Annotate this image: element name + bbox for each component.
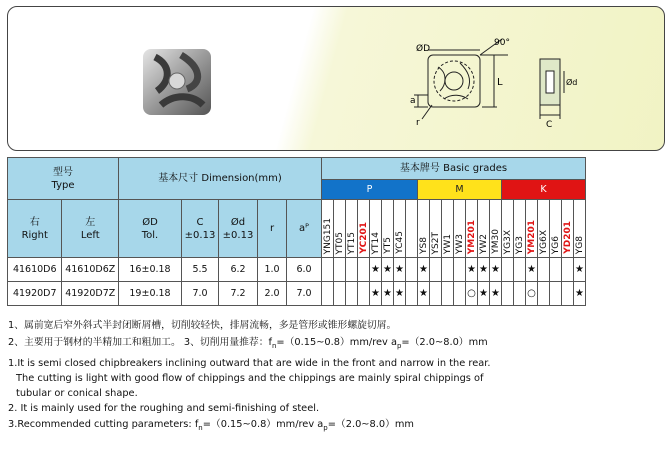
note-en-1b: The cutting is light with good flow of chippings and the chippings are mainly spiral chippings of — [16, 373, 484, 384]
recommended-mark: ★ — [370, 282, 382, 306]
grade-column-ym201 — [526, 200, 538, 258]
grade-column-ym30 — [490, 200, 502, 258]
note-en-3-a-value: =（2.0~8.0）mm — [327, 419, 414, 430]
recommended-mark: ★ — [394, 258, 406, 282]
row-left-code: 41610D6Z — [62, 258, 119, 282]
recommended-mark: ★ — [574, 282, 586, 306]
grade-name: YW3 — [454, 233, 465, 254]
left-header-en: Left — [80, 229, 100, 241]
drawing-label-d: Ød — [566, 78, 578, 87]
grade-name: YT5 — [382, 237, 393, 254]
right-header-en: Right — [21, 229, 48, 241]
grade-column-yd201 — [562, 200, 574, 258]
empty-mark — [334, 282, 346, 306]
applicable-mark: ○ — [526, 282, 538, 306]
empty-mark — [454, 258, 466, 282]
left-header-cn: 左 — [85, 216, 96, 228]
applicable-mark: ○ — [466, 282, 478, 306]
grade-column-yg8 — [574, 200, 586, 258]
grade-column-yg3x — [502, 200, 514, 258]
grade-name: YC45 — [394, 231, 405, 254]
drawing-label-L: L — [497, 77, 503, 88]
recommended-mark: ★ — [490, 282, 502, 306]
grade-column-yw3 — [454, 200, 466, 258]
note-cn-2-a-symbol: a — [390, 337, 397, 348]
row-left-code: 41920D7Z — [62, 282, 119, 306]
type-header-en: Type — [51, 179, 75, 191]
empty-mark — [406, 282, 418, 306]
empty-mark — [346, 282, 358, 306]
row-d-value: 19±0.18 — [119, 282, 182, 306]
grade-column-yg3 — [514, 200, 526, 258]
empty-mark — [502, 282, 514, 306]
empty-mark — [406, 258, 418, 282]
grade-name: YNG151 — [322, 217, 333, 254]
row-small-d-value: 6.2 — [219, 258, 258, 282]
grade-column-yt14 — [370, 200, 382, 258]
recommended-mark: ★ — [370, 258, 382, 282]
recommended-mark: ★ — [418, 282, 430, 306]
grade-column-yt15 — [346, 200, 358, 258]
empty-mark — [454, 282, 466, 306]
note-cn-1: 1、属前宽后窄外斜式半封闭断屑槽，切削较轻快，排屑流畅，多是管形或锥形螺旋切屑。 — [8, 320, 397, 331]
recommended-mark: ★ — [466, 258, 478, 282]
empty-mark — [550, 258, 562, 282]
note-cn-2-text: 2、主要用于钢材的半精加工和粗加工。 3、切削用量推荐： — [8, 337, 269, 348]
grades-table — [7, 157, 586, 306]
r-header: r — [258, 200, 287, 258]
drawing-label-a: a — [410, 96, 416, 106]
small-d-header — [219, 200, 258, 258]
illustration-panel — [7, 6, 665, 151]
grade-name: YS2T — [430, 231, 441, 254]
grade-column-ys8 — [418, 200, 430, 258]
grade-name: YG3X — [502, 229, 513, 254]
recommended-mark: ★ — [526, 258, 538, 282]
grade-column-empty — [406, 200, 418, 258]
grade-column-yng151 — [322, 200, 334, 258]
small-d-header-label: Ød — [230, 216, 246, 228]
note-cn-2-a-value: =（2.0~8.0）mm — [401, 337, 488, 348]
recommended-mark: ★ — [382, 258, 394, 282]
grade-name: YG6 — [550, 235, 561, 254]
recommended-mark: ★ — [382, 282, 394, 306]
empty-mark — [550, 282, 562, 306]
empty-mark — [430, 258, 442, 282]
grade-column-yc45 — [394, 200, 406, 258]
grade-column-yg6 — [550, 200, 562, 258]
empty-mark — [442, 258, 454, 282]
grade-name: YT15 — [346, 231, 357, 254]
grade-column-yw1 — [442, 200, 454, 258]
empty-mark — [538, 282, 550, 306]
empty-mark — [562, 282, 574, 306]
d-header-label: ØD — [142, 216, 158, 228]
grade-name: YG3 — [514, 235, 525, 254]
row-c-value: 5.5 — [182, 258, 219, 282]
grade-column-yw2 — [478, 200, 490, 258]
grade-name: YW2 — [478, 233, 489, 254]
c-header-label: C — [196, 216, 204, 228]
empty-mark — [514, 282, 526, 306]
grade-column-yc201 — [358, 200, 370, 258]
grade-name: YM201 — [526, 219, 537, 254]
note-en-3-f-subscript: n — [198, 423, 203, 432]
type-header-cn: 型号 — [53, 166, 73, 178]
c-header-tol: ±0.13 — [184, 229, 216, 241]
insert-photo — [141, 47, 213, 117]
grade-name: YT14 — [370, 231, 381, 254]
row-small-d-value: 7.2 — [219, 282, 258, 306]
dimension-header: 基本尺寸 Dimension(mm) — [119, 158, 322, 200]
note-cn-2-f-value: =（0.15~0.8）mm/rev — [276, 337, 391, 348]
row-c-value: 7.0 — [182, 282, 219, 306]
note-en-1: 1.It is semi closed chipbreakers inclining outward that are wide in the front and narrow in the rear. — [8, 358, 491, 369]
grade-name: YG8 — [574, 235, 585, 254]
recommended-mark: ★ — [574, 258, 586, 282]
note-en-3-text: 3.Recommended cutting parameters: — [8, 419, 195, 430]
left-header — [62, 200, 119, 258]
row-r-value: 2.0 — [258, 282, 287, 306]
grade-name: YD201 — [562, 221, 573, 254]
recommended-mark: ★ — [418, 258, 430, 282]
grade-name: YW1 — [442, 233, 453, 254]
note-en-3-f-symbol: f — [194, 419, 199, 430]
ap-header: aᴾ — [287, 200, 322, 258]
recommended-mark: ★ — [478, 282, 490, 306]
right-header — [8, 200, 62, 258]
note-en-2: 2. It is mainly used for the roughing and semi-finishing of steel. — [8, 403, 320, 414]
note-cn-2-f-symbol: f — [268, 337, 272, 348]
note-en-1c: tubular or conical shape. — [16, 388, 138, 399]
empty-mark — [322, 282, 334, 306]
empty-mark — [322, 258, 334, 282]
group-m: M — [418, 180, 502, 200]
grade-name: YT05 — [334, 231, 345, 254]
grade-name: YC201 — [358, 222, 369, 254]
drawing-label-angle: 90° — [494, 38, 510, 48]
technical-drawing — [398, 33, 598, 133]
empty-mark — [358, 258, 370, 282]
group-k: K — [502, 180, 586, 200]
group-p: P — [322, 180, 418, 200]
empty-mark — [514, 258, 526, 282]
row-r-value: 1.0 — [258, 258, 287, 282]
empty-mark — [430, 282, 442, 306]
d-header-tol: Tol. — [141, 229, 159, 241]
empty-mark — [334, 258, 346, 282]
row-d-value: 16±0.18 — [119, 258, 182, 282]
empty-mark — [346, 258, 358, 282]
grade-column-yt5 — [382, 200, 394, 258]
empty-mark — [502, 258, 514, 282]
empty-mark — [538, 258, 550, 282]
row-right-code: 41610D6 — [8, 258, 62, 282]
recommended-mark: ★ — [478, 258, 490, 282]
grade-name: YM201 — [466, 219, 477, 254]
row-right-code: 41920D7 — [8, 282, 62, 306]
grades-header: 基本牌号 Basic grades — [322, 158, 586, 180]
d-header — [119, 200, 182, 258]
row-ap-value: 7.0 — [287, 282, 322, 306]
note-en-3-a-symbol: a — [317, 419, 324, 430]
recommended-mark: ★ — [394, 282, 406, 306]
grade-column-yt05 — [334, 200, 346, 258]
grade-column-yg6x — [538, 200, 550, 258]
empty-mark — [358, 282, 370, 306]
note-cn-2 — [8, 337, 488, 352]
right-header-cn: 右 — [29, 216, 40, 228]
note-en-3-f-value: =（0.15~0.8）mm/rev — [202, 419, 318, 430]
drawing-label-r: r — [416, 118, 420, 128]
grade-name: YS8 — [418, 237, 429, 254]
row-ap-value: 6.0 — [287, 258, 322, 282]
grade-column-ym201 — [466, 200, 478, 258]
empty-mark — [442, 282, 454, 306]
small-d-header-tol: ±0.13 — [222, 229, 254, 241]
note-cn-2-a-subscript: p — [396, 341, 402, 350]
drawing-label-D: ØD — [416, 44, 431, 54]
type-header — [8, 158, 119, 200]
c-header — [182, 200, 219, 258]
grade-column-ys2t — [430, 200, 442, 258]
note-en-3-a-subscript: p — [323, 423, 328, 432]
empty-mark — [562, 258, 574, 282]
grade-name: YG6X — [538, 229, 549, 254]
note-en-3 — [8, 419, 414, 434]
recommended-mark: ★ — [490, 258, 502, 282]
drawing-label-C: C — [546, 120, 553, 130]
note-cn-2-f-subscript: n — [271, 341, 277, 350]
grade-name: YM30 — [490, 229, 501, 254]
